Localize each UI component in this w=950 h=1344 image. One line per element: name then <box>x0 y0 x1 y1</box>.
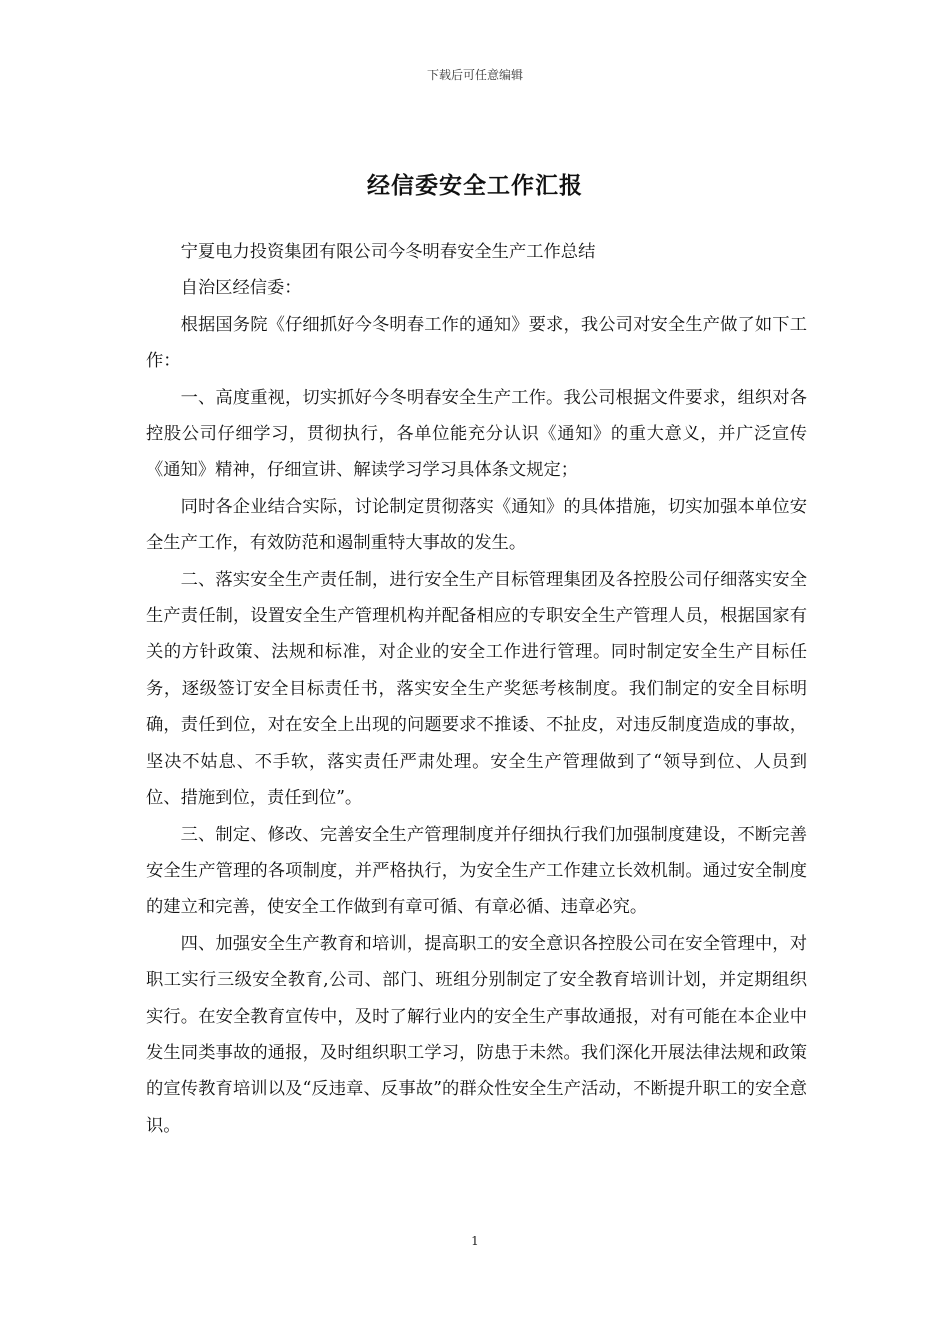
intro-paragraph: 根据国务院《仔细抓好今冬明春工作的通知》要求，我公司对安全生产做了如下工作： <box>146 314 807 372</box>
section-one-paragraph: 一、高度重视，切实抓好今冬明春安全生产工作。我公司根据文件要求，组织对各控股公司仔细学习，贯彻执行，各单位能充分认识《通知》的重大意义，并广泛宣传《通知》精神，仔细宣讲、解读学习学习具体条文规定； <box>146 387 807 481</box>
salutation-paragraph: 自治区经信委： <box>180 278 302 299</box>
document-title: 经信委安全工作汇报 <box>367 172 583 200</box>
section-two-paragraph: 二、落实安全生产责任制，进行安全生产目标管理集团及各控股公司仔细落实安全生产责任制，设置安全生产管理机构并配备相应的专职安全生产管理人员，根据国家有关的方针政策、法规和标准，对企业的安全工作进行管理。同时制定安全生产目标任务，逐级签订安全目标责任书，落实安全生产奖惩考核制度。我们制定的安全目标明确，责任到位，对在安全上出现的问题要求不推诿、不扯皮，对违反制度造成的事故，坚决不姑息、不手软，落实责任严肃处理。安全生产管理做到了“领导到位、人员到位、措施到位，责任到位”。 <box>146 569 807 809</box>
subtitle-paragraph: 宁夏电力投资集团有限公司今冬明春安全生产工作总结 <box>180 242 596 262</box>
header-note: 下载后可任意编辑 <box>426 68 523 82</box>
page-number: 1 <box>471 1234 479 1248</box>
section-four-paragraph: 四、加强安全生产教育和培训，提高职工的安全意识各控股公司在安全管理中，对职工实行三级安全教育,公司、部门、班组分别制定了安全教育培训计划，并定期组织实行。在安全教育宣传中，及时了解行业内的安全生产事故通报，对有可能在本企业中发生同类事故的通报，及时组织职工学习，防患于未然。我们深化开展法律法规和政策的宣传教育培训以及“反违章、反事故”的群众性安全生产活动，不断提升职工的安全意识。 <box>146 933 807 1136</box>
document-body <box>146 234 807 1144</box>
section-one-continued-paragraph: 同时各企业结合实际，讨论制定贯彻落实《通知》的具体措施，切实加强本单位安全生产工作，有效防范和遏制重特大事故的发生。 <box>146 496 807 554</box>
section-three-paragraph: 三、制定、修改、完善安全生产管理制度并仔细执行我们加强制度建设，不断完善安全生产管理的各项制度，并严格执行，为安全生产工作建立长效机制。通过安全制度的建立和完善，使安全工作做到有章可循、有章必循、违章必究。 <box>146 824 807 918</box>
